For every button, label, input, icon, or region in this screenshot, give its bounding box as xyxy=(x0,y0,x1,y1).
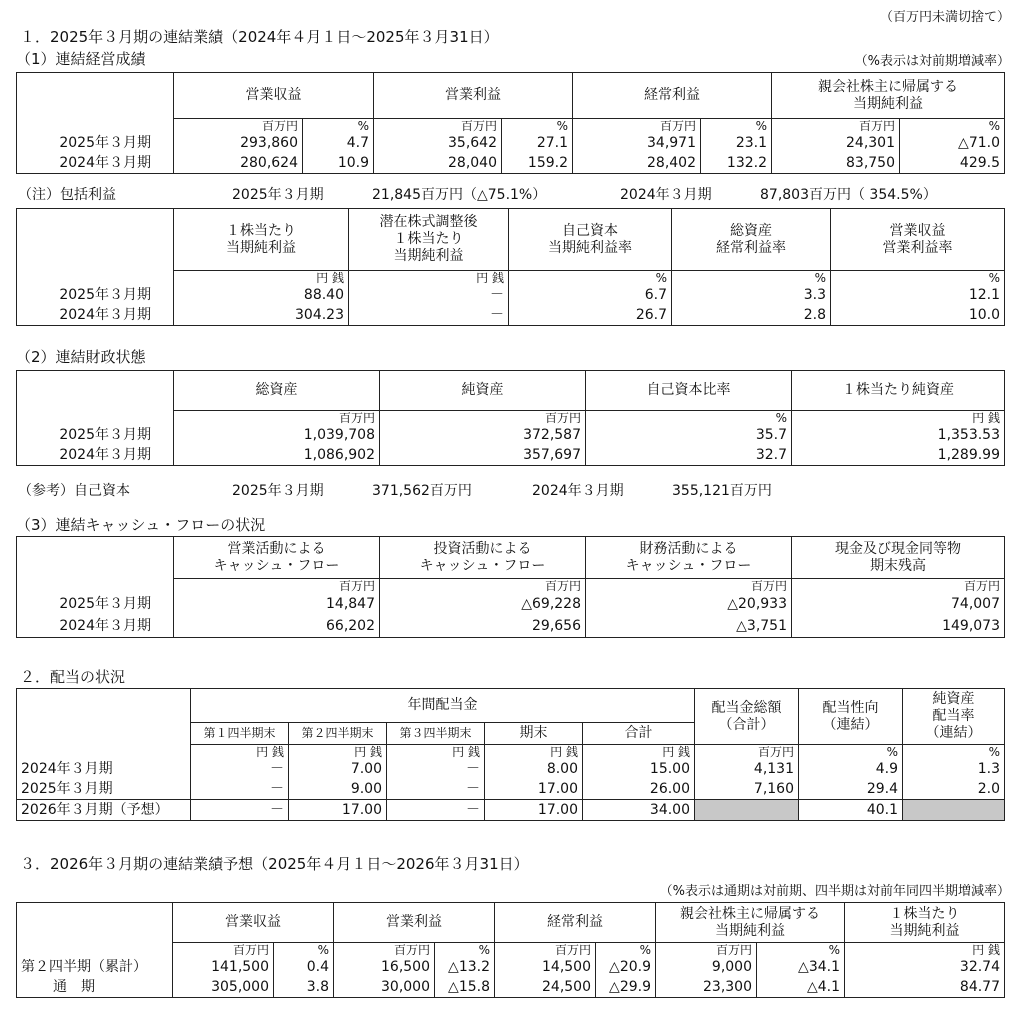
section1-sub1: （1）連結経営成績 xyxy=(16,50,146,68)
cell: 9.00 xyxy=(289,780,387,800)
cell: 84.77 xyxy=(845,978,1005,998)
cell: 305,000 xyxy=(173,978,274,998)
cell: 17.00 xyxy=(485,780,583,800)
equity-ref-value1: 371,562百万円 xyxy=(372,483,472,499)
cell: 7,160 xyxy=(695,780,799,800)
cell: 3.8 xyxy=(274,978,334,998)
header-diluted-eps: 潜在株式調整後 １株当たり 当期純利益 xyxy=(349,209,509,271)
pct-note-1: （%表示は対前期増減率） xyxy=(854,54,1010,69)
header-revenue: 営業収益 xyxy=(173,903,334,943)
cell: － xyxy=(387,760,485,780)
unit: 円 銭 xyxy=(387,745,485,760)
cell: 17.00 xyxy=(485,800,583,821)
cell: 17.00 xyxy=(289,800,387,821)
unit: 百万円 xyxy=(334,943,435,958)
cell-shaded xyxy=(903,800,1005,821)
table-row xyxy=(17,134,1005,154)
section3-title: ３．2026年３月期の連結業績予想（2025年４月１日～2026年３月31日） xyxy=(20,855,529,873)
header-investing-cf: 投資活動による キャッシュ・フロー xyxy=(380,537,586,579)
unit: 百万円 xyxy=(495,943,596,958)
header-payout-ratio: 配当性向 （連結） xyxy=(799,689,903,745)
cell: 34.00 xyxy=(583,800,695,821)
cell: 9,000 xyxy=(656,958,757,978)
row-label: 2024年３月期 xyxy=(17,306,174,326)
unit: 円 銭 xyxy=(174,271,349,286)
cell: 29,656 xyxy=(380,616,586,638)
unit: 百万円 xyxy=(573,119,701,134)
unit: 円 銭 xyxy=(349,271,509,286)
unit: 百万円 xyxy=(656,943,757,958)
header-doe: 純資産 配当率 （連結） xyxy=(903,689,1005,745)
cell: － xyxy=(191,800,289,821)
cell: 1.3 xyxy=(903,760,1005,780)
unit: 百万円 xyxy=(695,745,799,760)
cell: 12.1 xyxy=(831,286,1005,306)
unit: 円 銭 xyxy=(845,943,1005,958)
table-row xyxy=(17,446,1005,466)
row-label: 第２四半期（累計） xyxy=(17,958,173,978)
header-total-assets: 総資産 xyxy=(174,371,380,411)
row-label: 通 期 xyxy=(17,978,173,998)
cell: 32.74 xyxy=(845,958,1005,978)
unit-row-label xyxy=(17,745,191,760)
comprehensive-value1: 21,845百万円（△75.1%） xyxy=(372,187,547,203)
unit: 百万円 xyxy=(173,943,274,958)
unit-row-label xyxy=(17,579,174,594)
cell: 132.2 xyxy=(701,154,772,174)
cell: △20.9 xyxy=(596,958,656,978)
unit: 円 銭 xyxy=(191,745,289,760)
unit: 百万円 xyxy=(380,579,586,594)
table-row xyxy=(17,760,1005,780)
corner-cell xyxy=(17,689,191,745)
unit: % xyxy=(799,745,903,760)
table-row xyxy=(17,594,1005,616)
header-year-end: 期末 xyxy=(485,723,583,745)
cell: 35.7 xyxy=(586,426,792,446)
cell: － xyxy=(191,780,289,800)
unit: 百万円 xyxy=(174,411,380,426)
table-row xyxy=(17,978,1005,998)
cell: 28,402 xyxy=(573,154,701,174)
unit: % xyxy=(435,943,495,958)
cell: 10.0 xyxy=(831,306,1005,326)
cell: 280,624 xyxy=(174,154,303,174)
header-q3: 第３四半期末 xyxy=(387,723,485,745)
corner-cell xyxy=(17,73,174,119)
cell: 24,500 xyxy=(495,978,596,998)
cell: 4.7 xyxy=(303,134,374,154)
unit: % xyxy=(274,943,334,958)
cell: 4,131 xyxy=(695,760,799,780)
cell: 14,847 xyxy=(174,594,380,616)
cell: △20,933 xyxy=(586,594,792,616)
unit: 円 銭 xyxy=(485,745,583,760)
header-cash-balance: 現金及び現金同等物 期末残高 xyxy=(792,537,1005,579)
table-row xyxy=(17,800,1005,821)
cell: 293,860 xyxy=(174,134,303,154)
forecast-table xyxy=(16,902,1005,998)
cell: 304.23 xyxy=(174,306,349,326)
cell: 429.5 xyxy=(900,154,1005,174)
cell: 14,500 xyxy=(495,958,596,978)
financial-position-table xyxy=(16,370,1005,466)
cell: 7.00 xyxy=(289,760,387,780)
header-q2: 第２四半期末 xyxy=(289,723,387,745)
section1-sub3: （3）連結キャッシュ・フローの状況 xyxy=(16,516,266,534)
cell-shaded xyxy=(695,800,799,821)
row-label: 2025年３月期 xyxy=(17,426,174,446)
comprehensive-period1: 2025年３月期 xyxy=(232,187,324,203)
cell: 16,500 xyxy=(334,958,435,978)
corner-cell xyxy=(17,209,174,271)
row-label: 2026年３月期（予想） xyxy=(17,800,191,821)
unit: 百万円 xyxy=(374,119,502,134)
cell: － xyxy=(191,760,289,780)
cell: 28,040 xyxy=(374,154,502,174)
cell: 66,202 xyxy=(174,616,380,638)
equity-ref-period1: 2025年３月期 xyxy=(232,483,324,499)
table-row xyxy=(17,426,1005,446)
cell: 32.7 xyxy=(586,446,792,466)
cell: △34.1 xyxy=(757,958,845,978)
row-label: 2024年３月期 xyxy=(17,616,174,638)
cell: 2.0 xyxy=(903,780,1005,800)
cell: 24,301 xyxy=(772,134,900,154)
header-eps: １株当たり 当期純利益 xyxy=(845,903,1005,943)
header-q1: 第１四半期末 xyxy=(191,723,289,745)
cell: 15.00 xyxy=(583,760,695,780)
header-annual-dividend: 年間配当金 xyxy=(191,689,695,723)
cell: △15.8 xyxy=(435,978,495,998)
header-net-income: 親会社株主に帰属する 当期純利益 xyxy=(772,73,1005,119)
corner-cell xyxy=(17,903,173,943)
header-operating-margin: 営業収益 営業利益率 xyxy=(831,209,1005,271)
cell: 23,300 xyxy=(656,978,757,998)
cell: 0.4 xyxy=(274,958,334,978)
per-share-table xyxy=(16,208,1005,326)
comprehensive-period2: 2024年３月期 xyxy=(620,187,712,203)
unit: % xyxy=(900,119,1005,134)
table-row xyxy=(17,616,1005,638)
cell: － xyxy=(387,800,485,821)
header-ordinary-profit: 経常利益 xyxy=(573,73,772,119)
cell: 2.8 xyxy=(672,306,831,326)
cell: 4.9 xyxy=(799,760,903,780)
unit: 円 銭 xyxy=(792,411,1005,426)
cell: 1,086,902 xyxy=(174,446,380,466)
unit-row-label xyxy=(17,943,173,958)
cell: 74,007 xyxy=(792,594,1005,616)
cell: 29.4 xyxy=(799,780,903,800)
unit: 円 銭 xyxy=(289,745,387,760)
cell: 34,971 xyxy=(573,134,701,154)
unit-row-label xyxy=(17,119,174,134)
header-bps: １株当たり純資産 xyxy=(792,371,1005,411)
cell: △13.2 xyxy=(435,958,495,978)
unit: % xyxy=(509,271,672,286)
operating-results-table xyxy=(16,72,1005,174)
cell: － xyxy=(349,286,509,306)
section1-sub2: （2）連結財政状態 xyxy=(16,348,146,366)
cell: 8.00 xyxy=(485,760,583,780)
header-roa: 総資産 経常利益率 xyxy=(672,209,831,271)
unit: % xyxy=(502,119,573,134)
cell: 10.9 xyxy=(303,154,374,174)
unit: 百万円 xyxy=(380,411,586,426)
table-row xyxy=(17,958,1005,978)
unit: % xyxy=(903,745,1005,760)
header-operating-cf: 営業活動による キャッシュ・フロー xyxy=(174,537,380,579)
row-label: 2025年３月期 xyxy=(17,594,174,616)
unit: % xyxy=(303,119,374,134)
unit: 百万円 xyxy=(792,579,1005,594)
table-row xyxy=(17,306,1005,326)
section2-title: ２．配当の状況 xyxy=(20,668,126,686)
cell: 372,587 xyxy=(380,426,586,446)
equity-ref-period2: 2024年３月期 xyxy=(532,483,624,499)
table-row xyxy=(17,154,1005,174)
cell: 26.7 xyxy=(509,306,672,326)
cell: 27.1 xyxy=(502,134,573,154)
header-operating-profit: 営業利益 xyxy=(334,903,495,943)
unit: % xyxy=(596,943,656,958)
cell: 357,697 xyxy=(380,446,586,466)
corner-cell xyxy=(17,371,174,411)
row-label: 2024年３月期 xyxy=(17,446,174,466)
unit-row-label xyxy=(17,271,174,286)
dividend-table xyxy=(16,688,1005,821)
header-roe: 自己資本 当期純利益率 xyxy=(509,209,672,271)
header-revenue: 営業収益 xyxy=(174,73,374,119)
table-row xyxy=(17,780,1005,800)
unit: % xyxy=(701,119,772,134)
unit: 百万円 xyxy=(586,579,792,594)
cell: － xyxy=(387,780,485,800)
header-equity-ratio: 自己資本比率 xyxy=(586,371,792,411)
unit: 百万円 xyxy=(174,119,303,134)
cell: 141,500 xyxy=(173,958,274,978)
cell: △69,228 xyxy=(380,594,586,616)
row-label: 2024年３月期 xyxy=(17,760,191,780)
unit: % xyxy=(672,271,831,286)
cell: △71.0 xyxy=(900,134,1005,154)
corner-cell xyxy=(17,537,174,579)
unit: 百万円 xyxy=(772,119,900,134)
cell: － xyxy=(349,306,509,326)
cell: 35,642 xyxy=(374,134,502,154)
cell: 23.1 xyxy=(701,134,772,154)
cell: △3,751 xyxy=(586,616,792,638)
cell: 1,353.53 xyxy=(792,426,1005,446)
cell: △29.9 xyxy=(596,978,656,998)
unit-note: （百万円未満切捨て） xyxy=(879,10,1010,25)
cell: 88.40 xyxy=(174,286,349,306)
row-label: 2025年３月期 xyxy=(17,134,174,154)
cell: 26.00 xyxy=(583,780,695,800)
equity-ref-label: （参考）自己資本 xyxy=(18,483,130,499)
cell: 1,289.99 xyxy=(792,446,1005,466)
row-label: 2024年３月期 xyxy=(17,154,174,174)
header-net-income: 親会社株主に帰属する 当期純利益 xyxy=(656,903,845,943)
unit-row-label xyxy=(17,411,174,426)
row-label: 2025年３月期 xyxy=(17,286,174,306)
unit: 円 銭 xyxy=(583,745,695,760)
comprehensive-value2: 87,803百万円（ 354.5%） xyxy=(760,187,937,203)
cell: 149,073 xyxy=(792,616,1005,638)
unit: % xyxy=(757,943,845,958)
pct-note-3: （%表示は通期は対前期、四半期は対前年同四半期増減率） xyxy=(659,884,1010,899)
header-total-dividend: 配当金総額 （合計） xyxy=(695,689,799,745)
header-total: 合計 xyxy=(583,723,695,745)
row-label: 2025年３月期 xyxy=(17,780,191,800)
cell: 3.3 xyxy=(672,286,831,306)
cell: 1,039,708 xyxy=(174,426,380,446)
section1-title: １．2025年３月期の連結業績（2024年４月１日～2025年３月31日） xyxy=(20,28,499,46)
cell: 6.7 xyxy=(509,286,672,306)
cell: 159.2 xyxy=(502,154,573,174)
unit: 百万円 xyxy=(174,579,380,594)
comprehensive-label: （注）包括利益 xyxy=(18,187,116,203)
header-financing-cf: 財務活動による キャッシュ・フロー xyxy=(586,537,792,579)
table-row xyxy=(17,286,1005,306)
cell: 83,750 xyxy=(772,154,900,174)
unit: % xyxy=(586,411,792,426)
cell: 40.1 xyxy=(799,800,903,821)
header-net-assets: 純資産 xyxy=(380,371,586,411)
cash-flow-table xyxy=(16,536,1005,638)
cell: △4.1 xyxy=(757,978,845,998)
equity-ref-value2: 355,121百万円 xyxy=(672,483,772,499)
cell: 30,000 xyxy=(334,978,435,998)
header-operating-profit: 営業利益 xyxy=(374,73,573,119)
header-eps: １株当たり 当期純利益 xyxy=(174,209,349,271)
unit: % xyxy=(831,271,1005,286)
header-ordinary-profit: 経常利益 xyxy=(495,903,656,943)
